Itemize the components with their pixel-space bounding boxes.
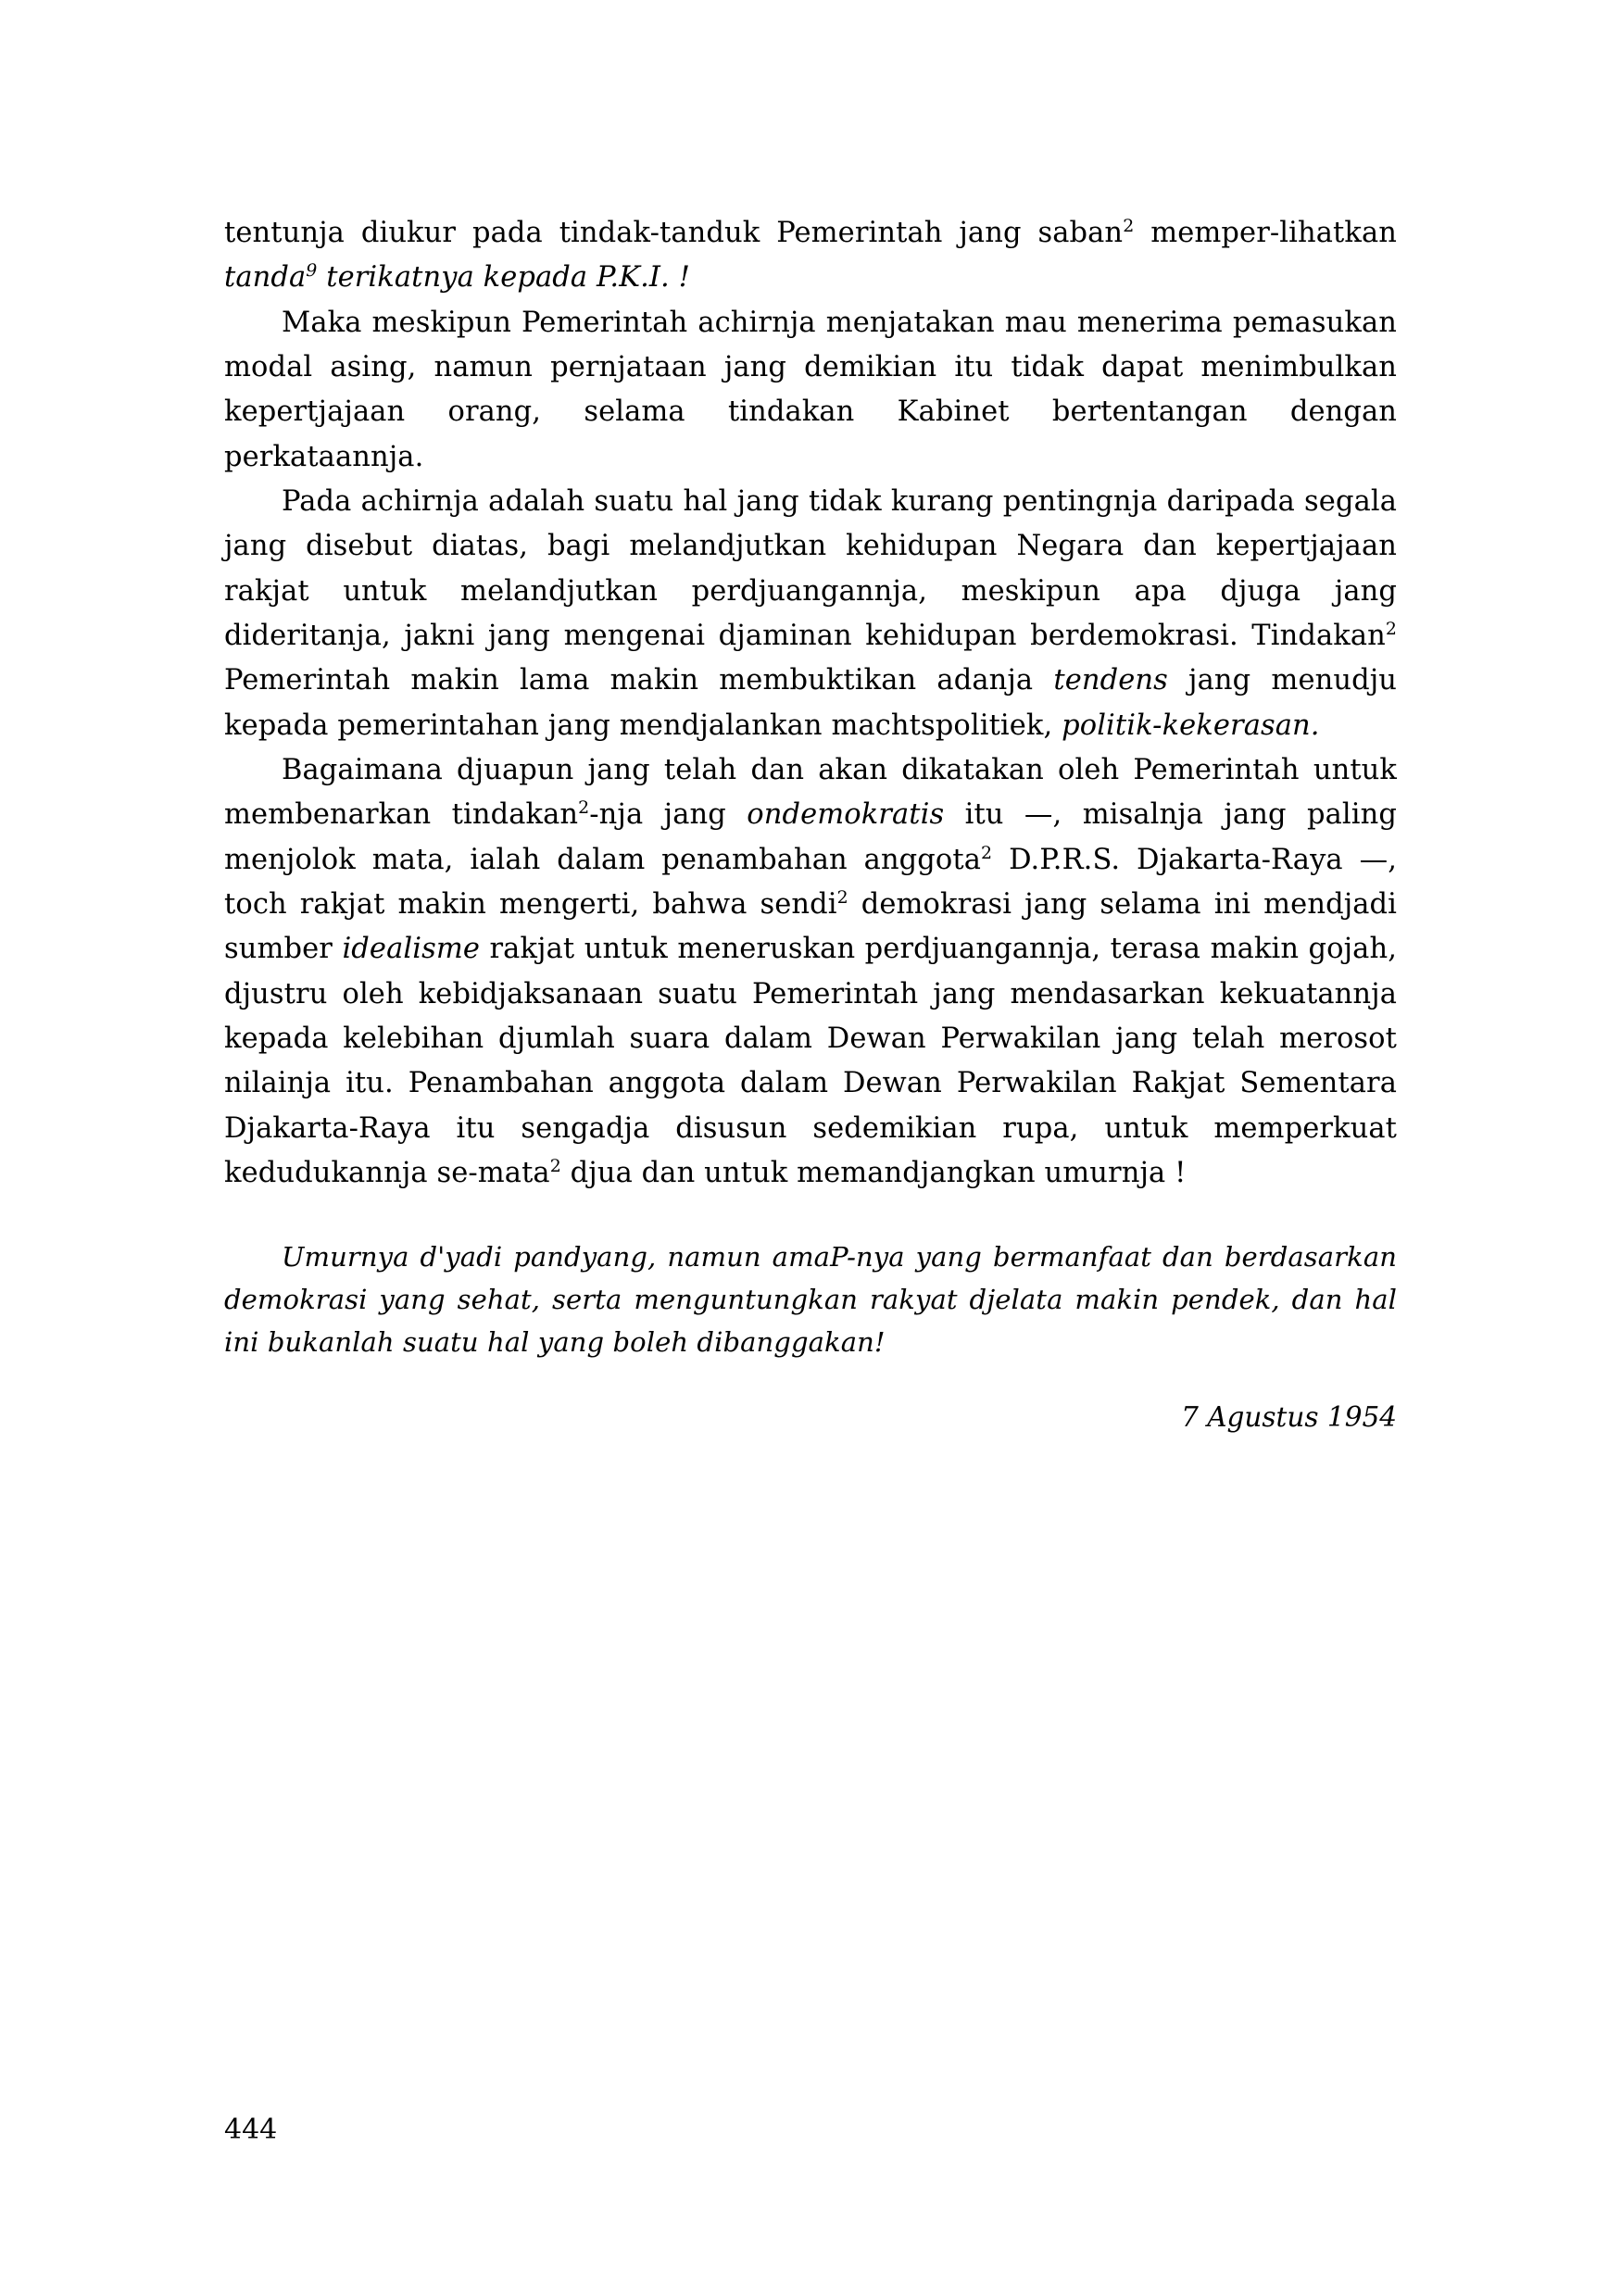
- paragraph: Pada achirnja adalah suatu hal jang tidak kurang pentingnja daripada segala jang disebut diatas, bagi melandjutkan kehidupan Negara dan kepertjajaan rakjat untuk melandjutkan perdjuangannja, meskipun apa djuga jang dideritanja, jakni jang mengenai djaminan kehidupan berdemokrasi. Tindakan$^2$ Pemerintah makin lama makin membuktikan adanja tendens jang menudju kepada pemerintahan jang mendjalankan machtspolitiek, politik-kekerasan.: [224, 484, 1398, 742]
- paragraph: Bagaimana djuapun jang telah dan akan dikatakan oleh Pemerintah untuk membenarkan tindakan$^2$-nja jang ondemokratis itu —, misalnja jang paling menjolok mata, ialah dalam penambahan anggota$^2$ D.P.R.S. Djakarta-Raya —, toch rakjat makin mengerti, bahwa sendi$^2$ demokrasi jang selama ini mendjadi sumber idealisme rakjat untuk meneruskan perdjuangannja, terasa makin gojah, djustru oleh kebidjaksanaan suatu Pemerintah jang mendasarkan kekuatannja kepada kelebihan djumlah suara dalam Dewan Perwakilan jang telah merosot nilainja itu. Penambahan anggota dalam Dewan Perwakilan Rakjat Sementara Djakarta-Raya itu sengadja disusun sedemikian rupa, untuk memperkuat kedudukannja se-mata$^2$ djua dan untuk memandjangkan umurnja !: [224, 753, 1398, 1189]
- pull-quote: [224, 1236, 1397, 1364]
- body-text-block: [224, 211, 1397, 1196]
- quote-text: Umurnya d'yadi pandyang, namun amaP-nya yang bermanfaat dan berdasarkan demokrasi yang sehat, serta menguntungkan rakyat djelata makin pendek, dan hal ini bukanlah suatu hal yang boleh dibanggakan!: [224, 1241, 1397, 1359]
- paragraph: Maka meskipun Pemerintah achirnja menjatakan mau menerima pemasukan modal asing, namun pernjataan jang demikian itu tidak dapat menimbulkan kepertjajaan orang, selama tindakan Kabinet bertentangan dengan perkataannja.: [224, 306, 1397, 473]
- page-number: 444: [224, 2114, 278, 2146]
- paragraph: tentunja diukur pada tindak-tanduk Pemerintah jang saban$^2$ memper-lihatkan tanda$^9$ terikatnya kepada P.K.I. !: [224, 215, 1397, 295]
- dateline: 7 Agustus 1954: [1181, 1401, 1397, 1434]
